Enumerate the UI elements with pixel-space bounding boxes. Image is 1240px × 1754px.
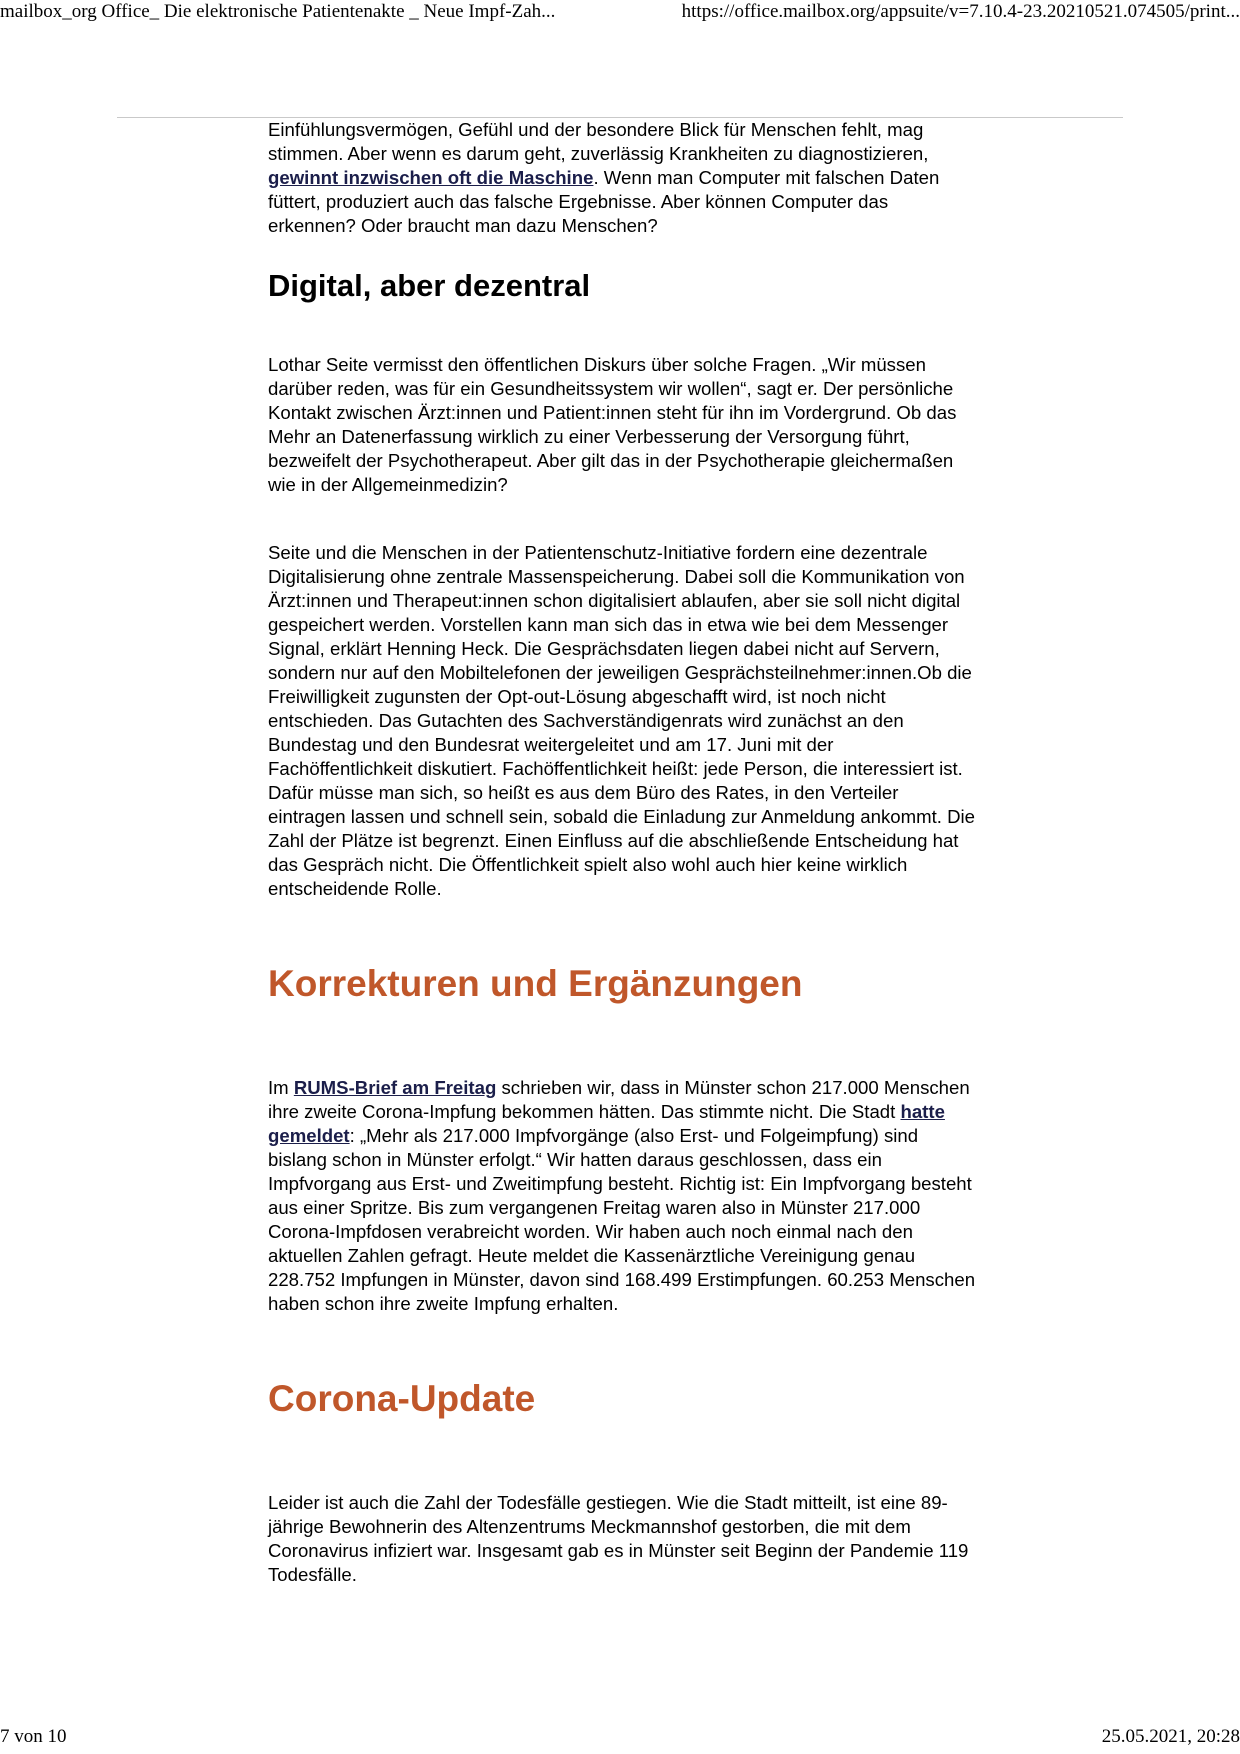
- paragraph-lothar-seite: Lothar Seite vermisst den öffentlichen Diskurs über solche Fragen. „Wir müssen darüber reden, was für ein Gesundheitssystem wir wollen“, sagt er. Der persönliche Kontakt zwischen Ärzt:innen und Patient:innen steht für ihn im Vordergrund. Ob das Mehr an Datenerfassung wirklich zu einer Verbesserung der Versorgung führt, bezweifelt der Psychotherapeut. Aber gilt das in der Psychotherapie gleichermaßen wie in der Allgemeinmedizin?: [268, 354, 957, 495]
- print-footer: [0, 1726, 1240, 1752]
- intro-paragraph: [268, 118, 980, 238]
- link-gewinnt-maschine[interactable]: gewinnt inzwischen oft die Maschine: [268, 167, 594, 188]
- print-page-title: mailbox_org Office_ Die elektronische Patientenakte _ Neue Impf-Zah...: [0, 1, 556, 22]
- print-header: [0, 1, 1240, 27]
- page-number: 7 von 10: [0, 1726, 67, 1747]
- heading-digital-dezentral: Digital, aber dezentral: [268, 268, 591, 303]
- heading-korrekturen: Korrekturen und Ergänzungen: [268, 963, 803, 1004]
- intro-text-2: . Wenn man Computer mit falschen Daten füttert, produziert auch das falsche Ergebnisse. Aber können Computer das erkennen? Oder braucht man dazu Menschen?: [268, 167, 940, 236]
- link-hatte-gemeldet[interactable]: hatte gemeldet: [268, 1101, 945, 1146]
- paragraph-patientenschutz: Seite und die Menschen in der Patientenschutz-Initiative fordern eine dezentrale Digitalisierung ohne zentrale Massenspeicherung. Dabei soll die Kommunikation von Ärzt:innen und Therapeut:innen schon digitalisiert ablaufen, aber sie soll nicht digital gespeichert werden. Vorstellen kann man sich das in etwa wie bei dem Messenger Signal, erklärt Henning Heck. Die Gesprächsdaten liegen dabei nicht auf Servern, sondern nur auf den Mobiltelefonen der jeweiligen Gesprächsteilnehmer:innen.Ob die Freiwilligkeit zugunsten der Opt-out-Lösung abgeschafft wird, ist noch nicht entschieden. Das Gutachten des Sachverständigenrats wird zunächst an den Bundestag und den Bundesrat weitergeleitet und am 17. Juni mit der Fachöffentlichkeit diskutiert. Fachöffentlichkeit heißt: jede Person, die interessiert ist. Dafür müsse man sich, so heißt es aus dem Büro des Rates, in den Verteiler eintragen lassen und schnell sein, sobald die Einladung zur Anmeldung ankommt. Die Zahl der Plätze ist begrenzt. Einen Einfluss auf die abschließende Entscheidung hat das Gespräch nicht. Die Öffentlichkeit spielt also wohl auch hier keine wirklich entscheidende Rolle.: [268, 542, 975, 899]
- korrekturen-text-1: Im: [268, 1077, 294, 1098]
- print-datetime: 25.05.2021, 20:28: [1101, 1726, 1240, 1747]
- paragraph-korrekturen: [268, 1076, 980, 1316]
- korrekturen-text-3: : „Mehr als 217.000 Impfvorgänge (also Erst- und Folgeimpfung) sind bislang schon in Münster erfolgt.“ Wir hatten daraus geschlossen, dass ein Impfvorgang aus Erst- und Zweitimpfung besteht. Richtig ist: Ein Impfvorgang besteht aus einer Spritze. Bis zum vergangenen Freitag waren also in Münster 217.000 Corona-Impfdosen verabreicht worden. Wir haben auch noch einmal nach den aktuellen Zahlen gefragt. Heute meldet die Kassenärztliche Vereinigung genau 228.752 Impfungen in Münster, davon sind 168.499 Erstimpfungen. 60.253 Menschen haben schon ihre zweite Impfung erhalten.: [268, 1125, 976, 1314]
- link-rums-brief[interactable]: RUMS-Brief am Freitag: [293, 1077, 497, 1098]
- intro-text-1: Einfühlungsvermögen, Gefühl und der besondere Blick für Menschen fehlt, mag stimmen. Aber wenn es darum geht, zuverlässig Krankheiten zu diagnostizieren,: [268, 119, 929, 164]
- print-page-url: https://office.mailbox.org/appsuite/v=7.10.4-23.20210521.074505/print...: [681, 1, 1240, 22]
- article-body: [268, 118, 980, 1587]
- paragraph-corona-update: Leider ist auch die Zahl der Todesfälle gestiegen. Wie die Stadt mitteilt, ist eine 89-jährige Bewohnerin des Altenzentrums Meckmannshof gestorben, die mit dem Coronavirus infiziert war. Insgesamt gab es in Münster seit Beginn der Pandemie 119 Todesfälle.: [268, 1492, 969, 1585]
- heading-corona-update: Corona-Update: [268, 1378, 536, 1419]
- korrekturen-text-2: schrieben wir, dass in Münster schon 217.000 Menschen ihre zweite Corona-Impfung bekommen hätten. Das stimmte nicht. Die Stadt: [268, 1077, 970, 1122]
